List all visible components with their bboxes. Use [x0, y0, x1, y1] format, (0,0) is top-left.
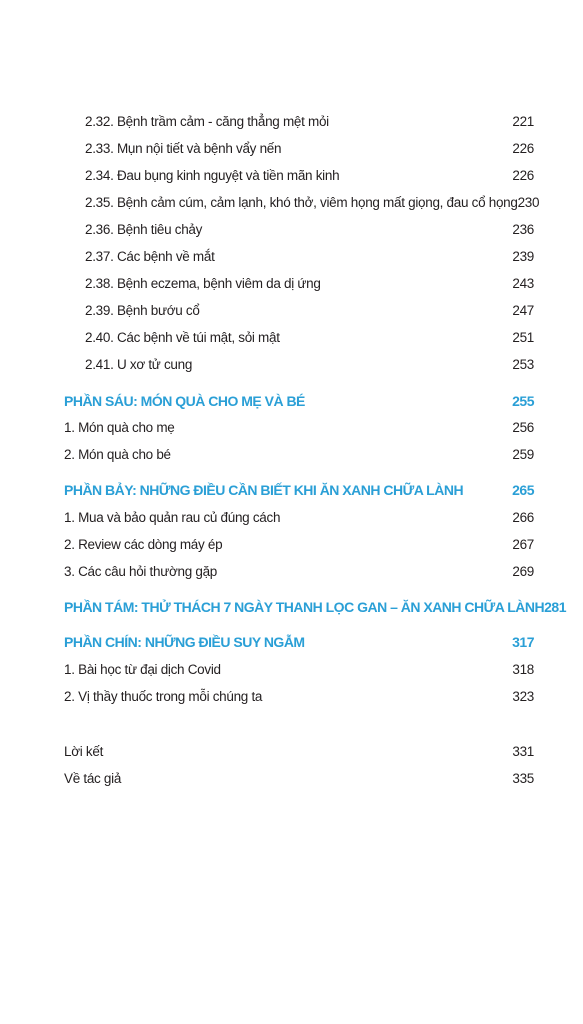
toc-entry [64, 447, 534, 462]
toc-entry-page: 335 [512, 771, 534, 786]
toc-entry [64, 689, 534, 704]
toc-part-page: 255 [512, 393, 534, 409]
toc-part-page: 317 [512, 634, 534, 650]
toc-entry [64, 744, 534, 759]
toc-entry-label: 2.33. Mụn nội tiết và bệnh vẩy nến [85, 141, 282, 156]
toc-part-label: PHẦN SÁU: MÓN QUÀ CHO MẸ VÀ BÉ [64, 393, 305, 409]
toc-entry-label: 2.40. Các bệnh về túi mật, sỏi mật [85, 330, 280, 345]
toc-entry [64, 303, 534, 318]
toc-entry-label: 2.36. Bệnh tiêu chảy [85, 222, 203, 237]
toc-entry-page: 259 [512, 447, 534, 462]
toc-entry-label: 1. Bài học từ đại dịch Covid [64, 662, 221, 677]
toc-entry-page: 267 [512, 537, 534, 552]
toc-part-page: 281 [544, 599, 566, 615]
toc-entry [64, 420, 534, 435]
toc-entry-page: 323 [512, 689, 534, 704]
toc-entry [64, 771, 534, 786]
toc-entry-label: 2.39. Bệnh bướu cổ [85, 303, 200, 318]
toc-part-label: PHẦN CHÍN: NHỮNG ĐIỀU SUY NGẪM [64, 634, 305, 650]
toc-entry [64, 114, 534, 129]
toc-entry-label: 2.34. Đau bụng kinh nguyệt và tiền mãn kinh [85, 168, 340, 183]
toc-entry-label: 3. Các câu hỏi thường gặp [64, 564, 217, 579]
toc-entry-page: 243 [512, 276, 534, 291]
toc-entry [64, 330, 534, 345]
toc-entry-page: 266 [512, 510, 534, 525]
toc-entry-label: 2.37. Các bệnh về mắt [85, 249, 215, 264]
toc-entry [64, 510, 534, 525]
toc-entry-page: 251 [512, 330, 534, 345]
toc-entry [64, 195, 540, 210]
toc-entry-label: 2.41. U xơ tử cung [85, 357, 193, 372]
toc-entry-label: 2. Vị thầy thuốc trong mỗi chúng ta [64, 689, 263, 704]
toc-entry-page: 256 [512, 420, 534, 435]
toc-entry [64, 537, 534, 552]
toc-entry-label: Lời kết [64, 744, 104, 759]
toc-entry-label: 1. Mua và bảo quản rau củ đúng cách [64, 510, 281, 525]
toc-entry-page: 253 [512, 357, 534, 372]
toc-part-page: 265 [512, 482, 534, 498]
toc-entry [64, 249, 534, 264]
toc-entry-page: 269 [512, 564, 534, 579]
toc-part-heading [64, 393, 534, 409]
toc-entry-page: 247 [512, 303, 534, 318]
toc-entry-label: 2. Review các dòng máy ép [64, 537, 223, 552]
toc-entry [64, 662, 534, 677]
toc-entry [64, 168, 534, 183]
toc-entry-page: 236 [512, 222, 534, 237]
toc-entry-label: 1. Món quà cho mẹ [64, 420, 175, 435]
toc-entry-label: Về tác giả [64, 771, 122, 786]
toc-entry-label: 2.32. Bệnh trầm cảm - căng thẳng mệt mỏi [85, 114, 329, 129]
toc-part-heading [64, 482, 534, 498]
toc-entry [64, 222, 534, 237]
toc-entry [64, 141, 534, 156]
toc-entry-page: 221 [512, 114, 534, 129]
toc-part-heading [64, 634, 534, 650]
toc-entry-page: 239 [512, 249, 534, 264]
toc-entry-page: 230 [517, 195, 540, 210]
toc-entry-page: 226 [512, 168, 534, 183]
toc-entry [64, 564, 534, 579]
toc-entry-label: 2. Món quà cho bé [64, 447, 171, 462]
toc-part-label: PHẦN BẢY: NHỮNG ĐIỀU CẦN BIẾT KHI ĂN XANH CHỮA LÀNH [64, 482, 464, 498]
toc-entry-page: 226 [512, 141, 534, 156]
toc-entry-label: 2.38. Bệnh eczema, bệnh viêm da dị ứng [85, 276, 321, 291]
toc-entry-page: 331 [512, 744, 534, 759]
toc-entry [64, 357, 534, 372]
toc-entry-page: 318 [512, 662, 534, 677]
toc-part-heading [64, 599, 566, 615]
toc-part-label: PHẦN TÁM: THỬ THÁCH 7 NGÀY THANH LỌC GAN – ĂN XANH CHỮA LÀNH [64, 599, 545, 615]
toc-entry [64, 276, 534, 291]
toc-entry-label: 2.35. Bệnh cảm cúm, cảm lạnh, khó thở, viêm họng mất giọng, đau cổ họng [85, 195, 518, 210]
